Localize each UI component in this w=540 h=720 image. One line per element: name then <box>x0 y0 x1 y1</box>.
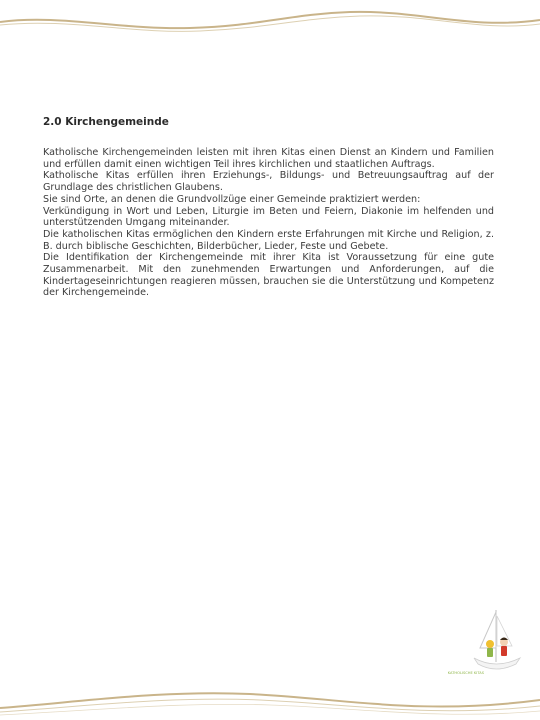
section-heading: 2.0 Kirchengemeinde <box>43 116 169 128</box>
top-wave-decoration <box>0 0 540 40</box>
paragraph: Verkündigung in Wort und Leben, Liturgie im Beten und Feiern, Diakonie im helfenden und unterstützenden Umgang miteinander. <box>43 205 494 229</box>
paragraph: Katholische Kirchengemeinden leisten mit ihren Kitas einen Dienst an Kindern und Familien und erfüllen damit einen wichtigen Teil ihres kirchlichen und staatlichen Auftrags. <box>43 147 494 170</box>
paragraph: Die Identifikation der Kirchengemeinde mit ihrer Kita ist Voraussetzung für eine gute Zusammenarbeit. Mit den zunehmenden Erwartungen und Anforderungen, auf die Kindertageseinrichtungen reagieren müssen, brauchen sie die Unterstützung und Kompetenz der Kirchengemeinde. <box>43 252 494 299</box>
section-body <box>43 147 494 299</box>
paragraph: Katholische Kitas erfüllen ihren Erziehungs-, Bildungs- und Betreuungsauftrag auf der Grundlage des christlichen Glaubens. <box>43 170 494 194</box>
paragraph: Die katholischen Kitas ermöglichen den Kindern erste Erfahrungen mit Kirche und Religion, z. B. durch biblische Geschichten, Bilderbücher, Lieder, Feste und Gebete. <box>43 228 494 252</box>
sailboat-children-icon <box>466 602 526 682</box>
bottom-wave-decoration <box>0 680 540 720</box>
logo-caption: KATHOLISCHE KITAS <box>447 671 484 675</box>
paragraph: Sie sind Orte, an denen die Grundvollzüge einer Gemeinde praktiziert werden: <box>43 193 421 205</box>
